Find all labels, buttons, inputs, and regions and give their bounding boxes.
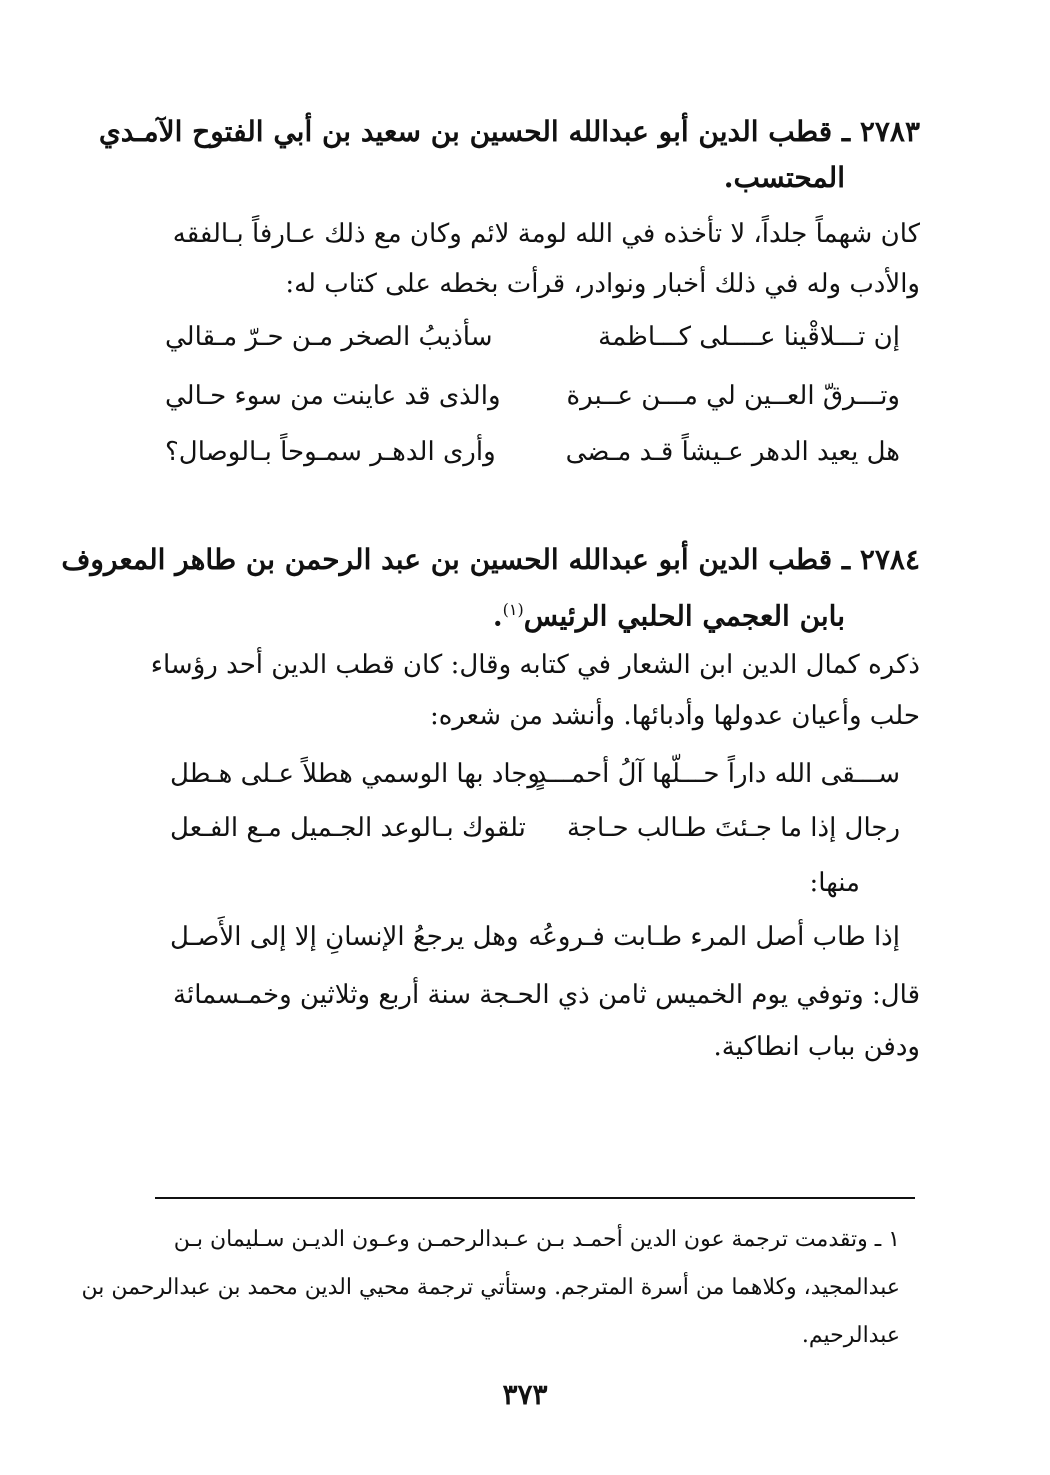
verse-second-hemistich: تلقوك بـالوعد الجـميل مـع الفـعل <box>170 813 526 843</box>
entry-2784-body-line: حلب وأعيان عدولها وأدبائها. وأنشد من شعره: <box>429 701 920 731</box>
verse-line <box>165 315 900 359</box>
footnote-divider <box>155 1197 915 1199</box>
verse-line <box>165 374 900 418</box>
verse-line <box>165 430 900 474</box>
verse-line <box>170 806 900 850</box>
verse-first-hemistich: هل يعيد الدهر عـيشاً قـد مـضى <box>565 437 900 467</box>
verse-first-hemistich: إن تـــلاقْينا عــــلى كـــاظمة <box>598 322 900 352</box>
verse-first-hemistich: إذا طاب أصل المرء طـابت فـروعُه <box>528 922 900 952</box>
entry-2783-body-line: كان شهماً جلداً، لا تأخذه في الله لومة لائم وكان مع ذلك عـارفاً بـالفقه <box>172 219 920 249</box>
verse-second-hemistich: سأذيبُ الصخر مـن حـرّ مـقالي <box>165 322 493 352</box>
verse-line <box>170 915 900 959</box>
verse-first-hemistich: ســـقى الله داراً حـــلّها آلُ أحمـــدٍ <box>534 759 900 789</box>
footnote-reference: (١) <box>502 600 524 619</box>
minha-label: منها: <box>809 868 860 898</box>
footnote-line: عبدالمجيد، وكلاهما من أسرة المترجم. وستأتي ترجمة محيي الدين محمد بن عبدالرحمن بن <box>81 1275 900 1300</box>
verse-second-hemistich: وأرى الدهـر سمـوحاً بـالوصال؟ <box>165 437 496 467</box>
footnote-line: عبدالرحيم. <box>801 1323 900 1348</box>
verse-second-hemistich: والذى قد عاينت من سوء حـالي <box>165 381 501 411</box>
verse-second-hemistich: وجاد بها الوسمي هطلاً عـلى هـطل <box>170 759 540 789</box>
entry-2784-heading: ٢٧٨٤ ـ قطب الدين أبو عبدالله الحسين بن عبد الرحمن بن طاهر المعروف <box>61 543 920 576</box>
heading-period: . <box>492 599 503 633</box>
verse-line <box>170 752 900 796</box>
entry-2783-heading-continued: المحتسب. <box>723 161 845 194</box>
entry-2784-heading-continued <box>145 590 845 633</box>
verse-second-hemistich: وهل يرجعُ الإنسانِ إلا إلى الأَصـل <box>170 922 519 952</box>
entry-2783-heading: ٢٧٨٣ ـ قطب الدين أبو عبدالله الحسين بن سعيد بن أبي الفتوح الآمـدي <box>98 115 920 148</box>
footnote-line: ١ ـ وتقدمت ترجمة عون الدين أحمـد بـن عـبدالرحمـن وعـون الديـن سـليمان بـن <box>173 1227 900 1252</box>
page-number: ٣٧٣ <box>502 1378 548 1411</box>
verse-first-hemistich: رجال إذا ما جـئتَ طـالب حـاجة <box>566 813 900 843</box>
verse-first-hemistich: وتـــرقّ العــين لي مـــن عــبرة <box>566 381 900 411</box>
entry-2784-death-line: قال: وتوفي يوم الخميس ثامن ذي الحـجة سنة أربع وثلاثين وخمـسمائة <box>173 980 920 1010</box>
entry-2783-body-line: والأدب وله في ذلك أخبار ونوادر، قرأت بخطه على كتاب له: <box>285 269 920 299</box>
entry-2784-death-line: ودفن بباب انطاكية. <box>713 1032 920 1062</box>
entry-2784-heading-text: بابن العجمي الحلبي الرئيس <box>523 599 845 633</box>
entry-2784-body-line: ذكره كمال الدين ابن الشعار في كتابه وقال: كان قطب الدين أحد رؤساء <box>150 650 920 680</box>
